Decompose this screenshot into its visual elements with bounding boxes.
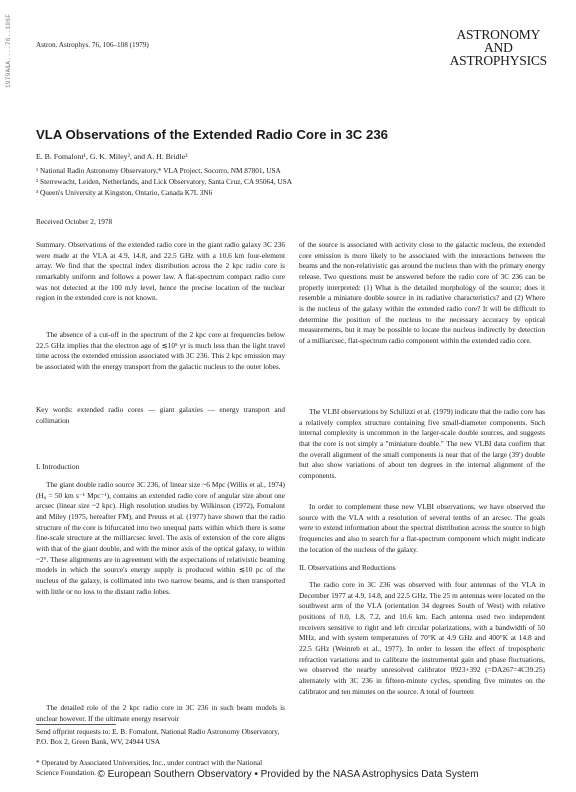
summary-paragraph-2 <box>36 330 285 373</box>
column2-text-2: The VLBI observations by Schilizzi et al. (1979) indicate that the radio core has a relatively complex structure containing five small-diameter components. Such internal complexity is uncommon in the larger-scale double sources, and suggests that the core is not simply a "miniature double." The new VLBI data confirm that the overall alignment of the small components is near that of the large (39′) double but also show variations of about ten degrees in the internal alignment of the components. <box>299 407 545 480</box>
column2-text-1: of the source is associated with activity close to the galactic nucleus, the extended core emission is more likely to be associated with the interactions between the beams and the non-relativistic gas around the nucleus than with the primary energy release. Two questions must be answered before the radio core of 3C 236 can be properly interpreted: (1) What is the detailed morphology of the source; does it resemble a miniature double source in its radiative characteristics? and (2) Where is the nucleus of the galaxy within the extended radio core? It will be difficult to determine the position of the nucleus to the necessary accuracy by optical measurements, but it may be possible to locate the nucleus indirectly by detection of a milliarcsec, flat-spectrum radio component within the extended radio core. <box>299 240 545 345</box>
section-heading-observations: II. Observations and Reductions <box>299 563 396 572</box>
column2-paragraph-1 <box>299 240 545 347</box>
observations-paragraph <box>299 580 545 697</box>
observations-text: The radio core in 3C 236 was observed with four antennas of the VLA in December 1977 at 4.9, 14.8, and 22.5 GHz. The 25 m antennas were located on the southwest arm of the VLA (orientation 34 degrees South of West) with relative positions of 0.0, 1.8, 7.2, and 10.6 km. Each antenna used two independent receivers sensitive to right and left circular polarizations, with a bandwidth of 50 MHz, and with system temperatures of 70°K at 4.9 GHz and 400°K at 14.8 and 22.5 GHz (Weinreb et al., 1977). In order to lessen the effect of tropospheric refraction variations and to calibrate the instrumental gain and phase fluctuations, we observed the nearby unresolved calibrator 0923+392 (=DA267=4C39.25) alternately with 3C 236 in fifteen-minute cycles, spending five minutes on the calibrator and ten minutes on the source. A total of fourteen <box>299 580 545 696</box>
affiliation-1: ¹ National Radio Astronomy Observatory,* VLA Project, Socorro, NM 87801, USA <box>36 166 281 175</box>
operator-footnote: * Operated by Associated Universities, Inc., under contract with the National Science Foundation. <box>36 758 263 778</box>
intro-text-2: The detailed role of the 2 kpc radio core in 3C 236 in such beam models is unclear however. If the ultimate energy reservoir <box>36 703 285 723</box>
summary-text-2: The absence of a cut-off in the spectrum of the 2 kpc core at frequencies below 22.5 GHz implies that the electron age of ≲10⁵ yr is much less than the light travel time across the extended emission associated with 3C 236. This 2 kpc emission may be associated with the energy transport from the galactic nucleus to the outer lobes. <box>36 330 285 371</box>
summary-text-1: Summary. Observations of the extended radio core in the giant radio galaxy 3C 236 were made at the VLA at 4.9, 14.8, and 22.5 GHz with a 10.6 km four-element array. We find that the spectral index distribution across the 2 kpc radio core is remarkably uniform and follows a power law. A flat-spectrum compact radio core was not detected at the 100 mJy level, hence the precise location of the nuclear region in the extended core is not known. <box>36 240 285 303</box>
column2-paragraph-3 <box>299 502 545 555</box>
affiliation-2: ² Sterrewacht, Leiden, Netherlands, and Lick Observatory, Santa Cruz, CA 95064, USA <box>36 177 293 186</box>
brand-line-2: AND <box>483 40 513 55</box>
bibcode-text: 1979A&A....76..106F <box>5 13 12 88</box>
ads-bibcode-sidebar <box>3 13 17 88</box>
paper-title: VLA Observations of the Extended Radio Core in 3C 236 <box>36 127 388 142</box>
page-footer: © European Southern Observatory • Provided by the NASA Astrophysics Data System <box>97 769 479 780</box>
column2-text-3: In order to complement these new VLBI observations, we have observed the source with the VLA with a resolution of several tenths of an arcsec. The goals were to extend information about the spectral distribution across the source to high frequencies and also to search for a flat-spectrum component which might indicate the location of the nucleus of the galaxy. <box>299 502 545 554</box>
intro-paragraph-1 <box>36 480 285 597</box>
brand-line-1: ASTRONOMY <box>456 27 541 42</box>
brand-line-3: ASTROPHYSICS <box>449 53 547 68</box>
footnote-rule <box>36 724 116 725</box>
keywords-text: Key words: extended radio cores — giant galaxies — energy transport and collimation <box>36 405 285 425</box>
section-heading-introduction: I. Introduction <box>36 462 80 471</box>
received-date: Received October 2, 1978 <box>36 217 113 226</box>
offprint-note: Send offprint requests to: E. B. Fomalont, National Radio Astronomy Observatory, P.O. Box 2, Green Bank, WV, 24944 USA <box>36 727 280 747</box>
affiliation-3: ³ Queen's University at Kingston, Ontario, Canada K7L 3N6 <box>36 188 213 197</box>
column2-paragraph-2 <box>299 407 545 482</box>
intro-text-1: The giant double radio source 3C 236, of linear size ~6 Mpc (Willis et al., 1974) (H₀ = 50 km s⁻¹ Mpc⁻¹), contains an extended radio core of angular size about one arcsec (linear size ~2 kpc). High resolution studies by Wilkinson (1972), Fomalont and Miley (1975, hereafter FM), and Preuss et al. (1977) have shown that the radio structure of the core is bifurcated into two unequal parts within which there is some fine-scale structure at the milliarcsec level. The axis of extension of the core aligns with that of the giant double, and with the minor axis of the optical galaxy, to within ~2°. These alignments are in agreement with the expectations of relativistic beaming models in which the source's energy supply is produced within ≲10 pc of the nucleus of the galaxy, is collimated into two narrow beams, and is then transported with little or no loss to the distant radio lobes. <box>36 480 285 596</box>
journal-reference: Astron. Astrophys. 76, 106–108 (1979) <box>36 41 149 49</box>
author-list: E. B. Fomalont¹, G. K. Miley², and A. H. Bridle³ <box>36 152 188 161</box>
intro-paragraph-2 <box>36 703 285 724</box>
summary-paragraph-1 <box>36 240 285 304</box>
keywords-block <box>36 405 285 426</box>
journal-brand <box>450 28 547 67</box>
